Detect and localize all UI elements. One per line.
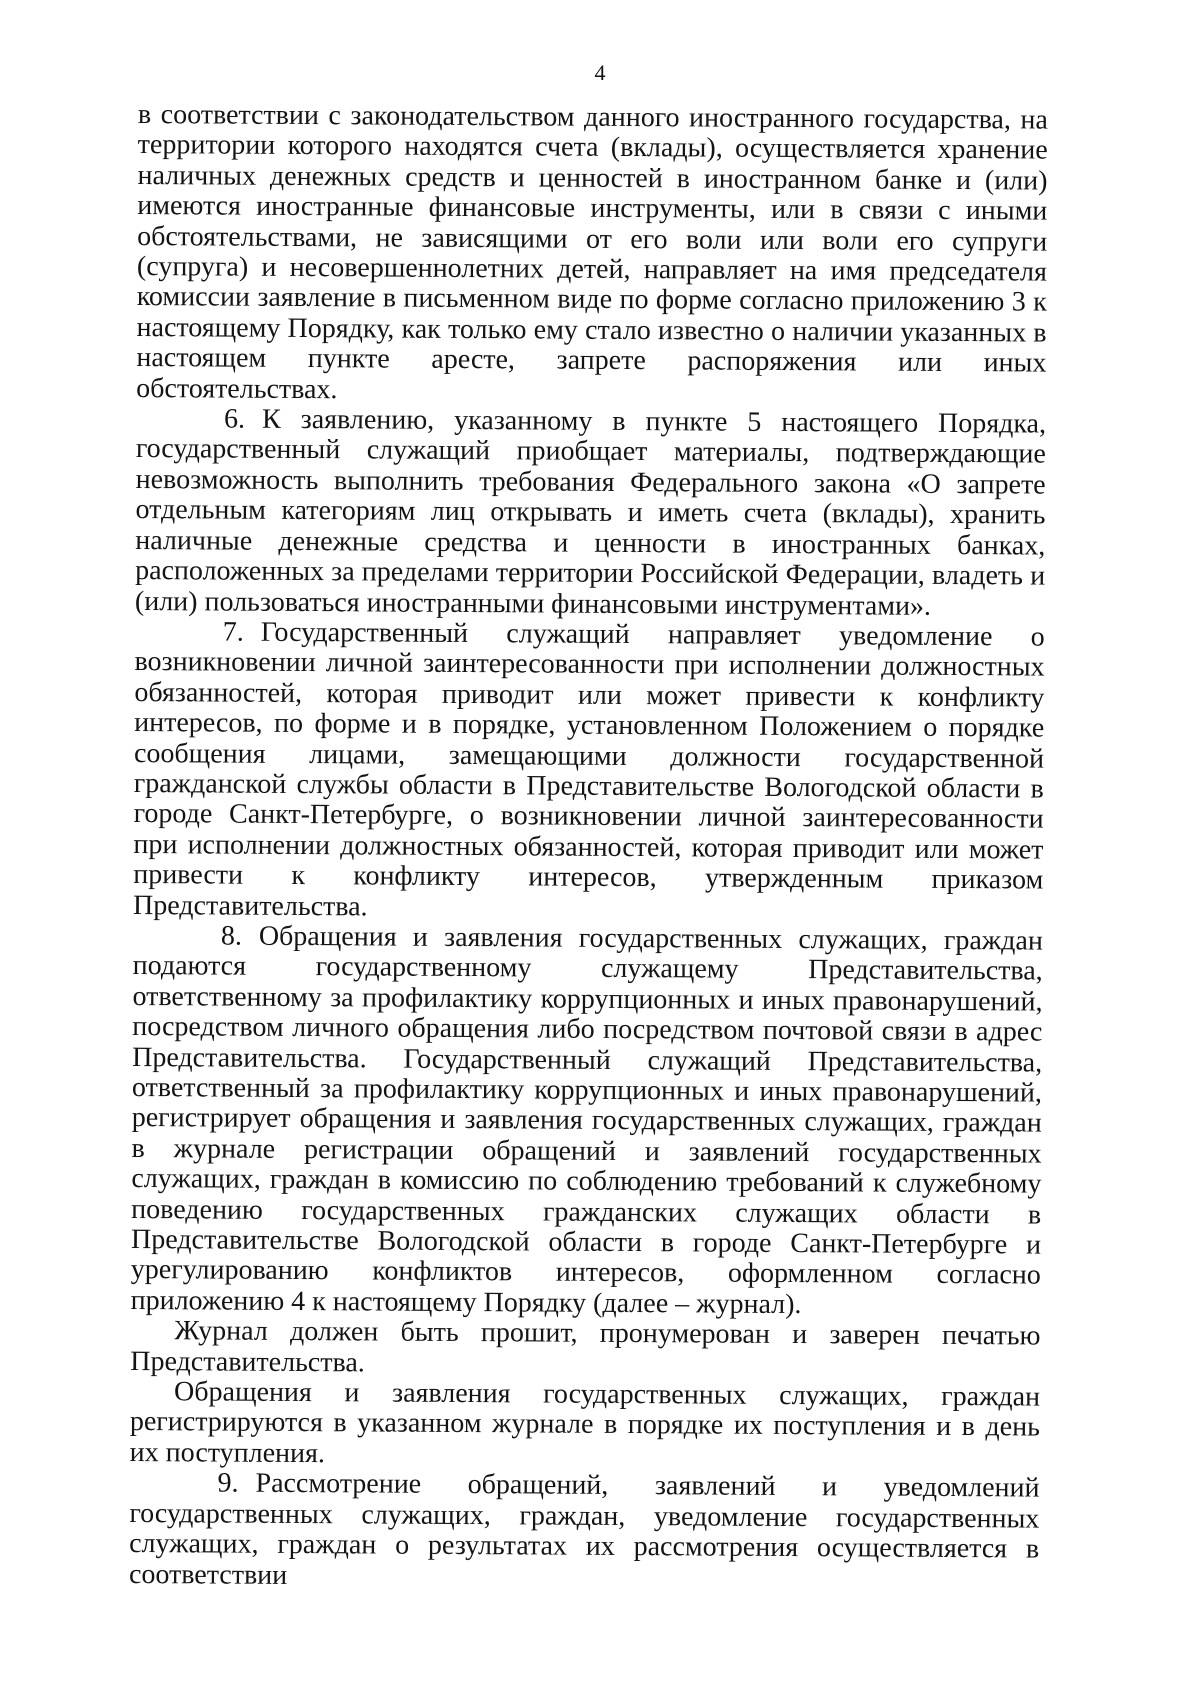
paragraph-text: К заявлению, указанному в пункте 5 настоящего Порядка, государственный служащий приобщает материалы, подтверждающие невозможность выполнить требования Федерального закона «О запрете отдельным категориям лиц открывать и иметь счета (вклады), хранить наличные денежные средства и ценности в иностранных банках, расположенных за пределами территории Российской Федерации, владеть и (или) пользоваться иностранными финансовыми инструментами». bbox=[134, 403, 1047, 622]
page-number: 4 bbox=[594, 60, 606, 85]
paragraph-text: в соответствии с законодательством данного иностранного государства, на территории которого находятся счета (вклады), осуществляется хранение наличных денежных средств и ценностей в иностранном банке и (или) имеются иностранные финансовые инструменты, или в связи с иными обстоятельствами, не зависящими от его воли или воли его супруги (супруга) и несовершеннолетних детей, направляет на имя председателя комиссии заявление в письменном виде по форме согласно приложению 3 к настоящему Порядку, как только ему стало известно о наличии указанных в настоящем пункте аресте, запрете распоряжения или иных обстоятельствах. bbox=[136, 99, 1048, 405]
paragraph-registration-order bbox=[130, 1377, 1041, 1474]
paragraph-number: 8. bbox=[220, 920, 242, 952]
paragraph-item-6 bbox=[135, 404, 1046, 622]
document-body bbox=[129, 100, 1048, 1595]
paragraph-number: 7. bbox=[222, 616, 244, 648]
paragraph-text: Обращения и заявления государственных служащих, граждан подаются государственному служащему Представительства, ответственному за профилактику коррупционных и иных правонарушений, посредством личного обращения либо посредством почтовой связи в адрес Представительства. Государственный служащий Представительства, ответственный за профилактику коррупционных и иных правонарушений, регистрирует обращения и заявления государственных служащих, граждан в журнале регистрации обращений и заявлений государственных служащих, граждан в комиссию по соблюдению требований к служебному поведению государственных гражданских служащих области в Представительстве Вологодской области в городе Санкт-Петербурге и урегулированию конфликтов интересов, оформленном согласно приложению 4 к настоящему Порядку (далее – журнал). bbox=[130, 920, 1043, 1320]
paragraph-item-7 bbox=[133, 617, 1045, 927]
paragraph-text: Государственный служащий направляет уведомление о возникновении личной заинтересованности при исполнении должностных обязанностей, которая приводит или может привести к конфликту интересов, по форме и в порядке, установленном Положением о порядке сообщения лицами, замещающими должности государственной гражданской службы области в Представительстве Вологодской области в городе Санкт-Петербурге, о возникновении личной заинтересованности при исполнении должностных обязанностей, которая приводит или может привести к конфликту интересов, утвержденным приказом Представительства. bbox=[132, 616, 1045, 922]
paragraph-journal-requirements bbox=[130, 1316, 1040, 1382]
paragraph-item-8 bbox=[131, 921, 1043, 1322]
paragraph-text: Рассмотрение обращений, заявлений и уведомлений государственных служащих, граждан, уведомление государственных служащих, граждан о результатах их рассмотрения осуществляется в соответствии bbox=[128, 1468, 1040, 1591]
paragraph-text: Журнал должен быть прошит, пронумерован и заверен печатью Представительства. bbox=[130, 1315, 1041, 1379]
paragraph-text: Обращения и заявления государственных служащих, граждан регистрируются в указанном журнале в порядке их поступления и в день их поступления. bbox=[129, 1376, 1041, 1470]
paragraph-number: 9. bbox=[217, 1467, 239, 1499]
paragraph-item-9 bbox=[129, 1468, 1040, 1595]
paragraph-continuation bbox=[136, 100, 1048, 410]
paragraph-number: 6. bbox=[223, 403, 246, 435]
